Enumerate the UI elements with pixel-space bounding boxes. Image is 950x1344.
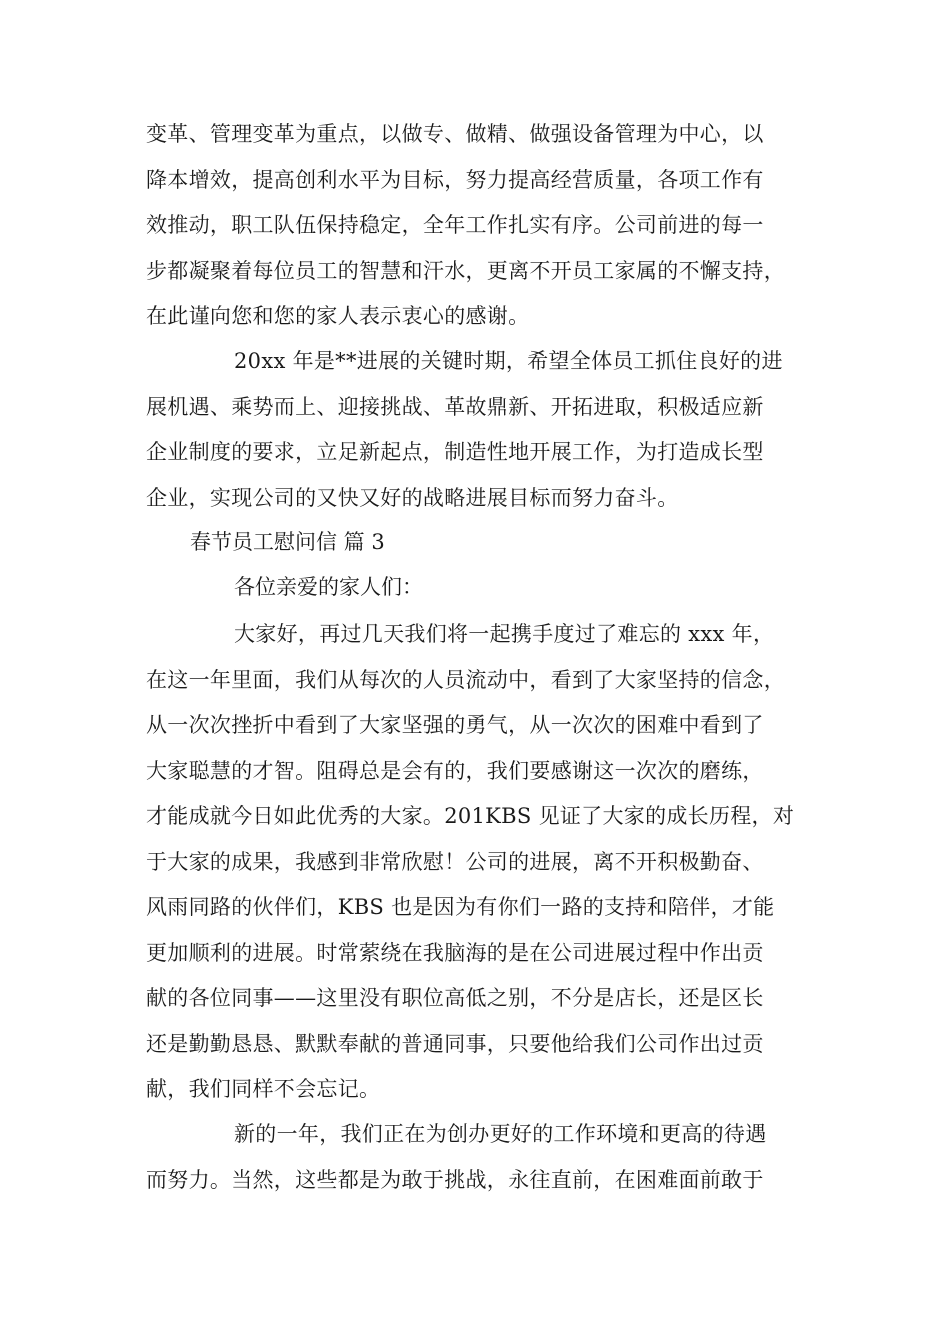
paragraph-line: 大家聪慧的才智。阻碍总是会有的，我们要感谢这一次次的磨练，	[146, 758, 764, 783]
paragraph-line: 效推动，职工队伍保持稳定，全年工作扎实有序。公司前进的每一	[146, 213, 764, 237]
paragraph-line: 在此谨向您和您的家人表示衷心的感谢。	[146, 304, 530, 328]
paragraph-line: 在这一年里面，我们从每次的人员流动中，看到了大家坚持的信念，	[146, 667, 785, 692]
paragraph-line: 从一次次挫折中看到了大家坚强的勇气，从一次次的困难中看到了	[146, 713, 764, 737]
paragraph-line: 新的一年，我们正在为创办更好的工作环境和更高的待遇	[234, 1122, 767, 1146]
paragraph-4	[146, 1112, 826, 1203]
paragraph-line: 献，我们同样不会忘记。	[146, 1077, 381, 1101]
paragraph-line: 展机遇、乘势而上、迎接挑战、革故鼎新、开拓进取，积极适应新	[146, 394, 764, 419]
paragraph-line: 更加顺利的进展。时常萦绕在我脑海的是在公司进展过程中作出贡	[146, 940, 764, 965]
paragraph-3	[146, 612, 826, 1113]
paragraph-line: 企业制度的要求，立足新起点，制造性地开展工作，为打造成长型	[146, 440, 764, 464]
greeting: 各位亲爱的家人们：	[234, 575, 423, 599]
section-heading: 春节员工慰问信 篇 3	[190, 530, 385, 554]
paragraph-line: 20xx 年是**进展的关键时期，希望全体员工抓住良好的进	[234, 349, 783, 373]
paragraph-1	[146, 112, 826, 340]
paragraph-line: 降本增效，提高创利水平为目标，努力提高经营质量，各项工作有	[146, 167, 764, 192]
paragraph-line: 于大家的成果，我感到非常欣慰！公司的进展，离不开积极勤奋、	[146, 849, 764, 874]
paragraph-line: 变革、管理变革为重点，以做专、做精、做强设备管理为中心，以	[146, 122, 764, 146]
paragraph-line: 还是勤勤恳恳、默默奉献的普通同事，只要他给我们公司作出过贡	[146, 1031, 764, 1056]
paragraph-line: 而努力。当然，这些都是为敢于挑战，永往直前，在困难面前敢于	[146, 1167, 764, 1192]
paragraph-line: 献的各位同事——这里没有职位高低之别，不分是店长，还是区长	[146, 986, 764, 1010]
paragraph-line: 风雨同路的伙伴们，KBS 也是因为有你们一路的支持和陪伴，才能	[146, 895, 775, 919]
paragraph-line: 步都凝聚着每位员工的智慧和汗水，更离不开员工家属的不懈支持，	[146, 258, 785, 283]
paragraph-2	[146, 339, 826, 521]
paragraph-line: 才能成就今日如此优秀的大家。201KBS 见证了大家的成长历程，对	[146, 804, 795, 828]
paragraph-line: 企业，实现公司的又快又好的战略进展目标而努力奋斗。	[146, 485, 679, 510]
paragraph-line: 大家好，再过几天我们将一起携手度过了难忘的 xxx 年，	[234, 622, 775, 646]
